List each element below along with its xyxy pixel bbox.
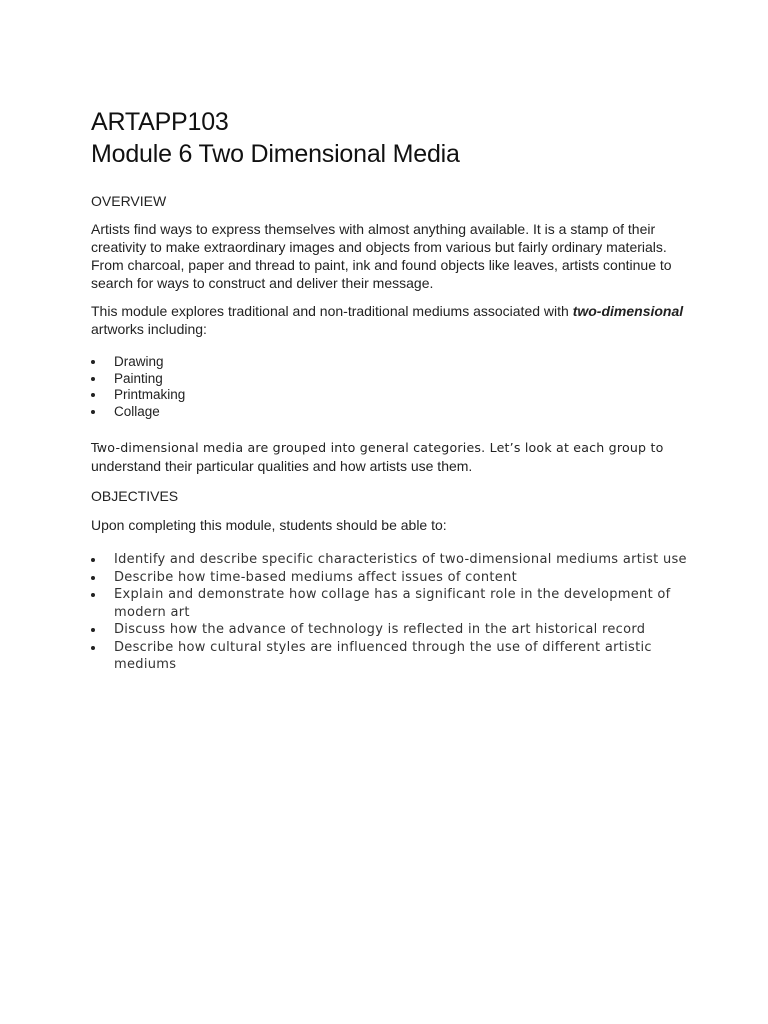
list-item: Describe how cultural styles are influenced through the use of different artistic mediums	[91, 639, 691, 674]
list-item: Identify and describe specific characteristics of two-dimensional mediums artist use	[91, 551, 691, 569]
overview-paragraph-1: Artists find ways to express themselves with almost anything available. It is a stamp of their creativity to make extraordinary images and objects from various but fairly ordinary materials. From charcoal, paper and thread to paint, ink and found objects like leaves, artists continue to search for ways to construct and deliver their message.	[91, 221, 672, 291]
objectives-heading: OBJECTIVES	[91, 488, 179, 505]
paragraph-2-emphasis: two-dimensional	[572, 303, 684, 319]
paragraph-3-line-1: Two-dimensional media are grouped into general categories. Let’s look at each group to	[91, 440, 664, 456]
overview-paragraph-2	[91, 302, 691, 338]
list-item: Painting	[91, 371, 691, 388]
media-list	[91, 354, 691, 420]
overview-paragraph-3	[91, 438, 691, 475]
list-item: Drawing	[91, 354, 691, 371]
paragraph-2-text: This module explores traditional and non-traditional mediums associated with	[91, 303, 573, 319]
paragraph-2-text-end: artworks including:	[91, 321, 207, 337]
overview-heading: OVERVIEW	[91, 193, 167, 209]
paragraph-3-line-2: understand their particular qualities and how artists use them.	[91, 458, 473, 475]
list-item: Collage	[91, 404, 691, 421]
course-code: ARTAPP103	[91, 108, 229, 136]
list-item: Printmaking	[91, 387, 691, 404]
objectives-intro: Upon completing this module, students should be able to:	[91, 517, 447, 534]
list-item: Discuss how the advance of technology is reflected in the art historical record	[91, 621, 691, 639]
document-page	[91, 106, 691, 674]
list-item: Describe how time-based mediums affect issues of content	[91, 569, 691, 587]
list-item: Explain and demonstrate how collage has a significant role in the development of modern art	[91, 586, 691, 621]
module-title: Module 6 Two Dimensional Media	[91, 140, 460, 168]
objectives-list	[91, 551, 691, 674]
